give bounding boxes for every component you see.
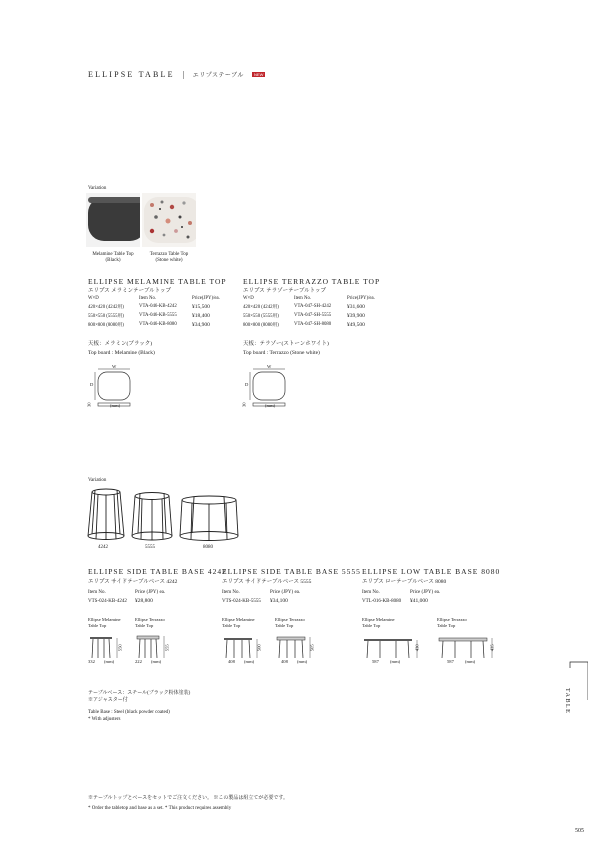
base4242-d2-w: 222 bbox=[135, 659, 142, 664]
cell-price: ¥18,400 bbox=[192, 312, 210, 319]
base8080-d2-label-1: Ellipse Terrazzo bbox=[437, 617, 467, 622]
page-header bbox=[88, 70, 265, 79]
base5555-d1-label bbox=[222, 617, 255, 628]
section-tab[interactable] bbox=[564, 660, 588, 715]
terrazzo-title-jp: エリプス テラゾーテーブルトップ bbox=[243, 288, 326, 294]
footer-notes bbox=[88, 795, 288, 812]
cell-size: 800×800 (8080用) bbox=[243, 323, 279, 328]
variation-label-terrazzo-line1: Terrazzo Table Top bbox=[149, 252, 189, 257]
table-header-row bbox=[243, 296, 378, 303]
section-tab-label: TABLE bbox=[564, 688, 570, 715]
base-5555-photo bbox=[130, 490, 174, 542]
base4242-item: VTS-024-KB-4242 bbox=[88, 599, 127, 604]
terrazzo-top-photo bbox=[142, 193, 196, 247]
base-8080-image bbox=[178, 494, 240, 542]
base8080-d2-unit: (mm) bbox=[465, 659, 476, 664]
table-row bbox=[243, 321, 378, 330]
cell-item: VTA-046-KB-5555 bbox=[139, 313, 177, 318]
cell-size: 550×550 (5555用) bbox=[243, 314, 279, 319]
melamine-dim-w: W bbox=[112, 364, 117, 369]
melamine-top-image bbox=[86, 193, 140, 247]
base5555-d2-w: 408 bbox=[281, 659, 288, 664]
cell-item: VTA-046-KB-8080 bbox=[139, 322, 177, 327]
cell-price: ¥31,600 bbox=[347, 303, 365, 310]
base4242-col-price: Price (JPY) ea. bbox=[135, 590, 166, 595]
melamine-spec-table bbox=[88, 296, 223, 330]
base8080-d2-label bbox=[437, 617, 467, 628]
cell-price: ¥15,500 bbox=[192, 303, 210, 310]
base5555-item: VTS-024-KB-5555 bbox=[222, 599, 261, 604]
cell-item: VTA-047-SH-5555 bbox=[294, 313, 332, 318]
header-divider: | bbox=[182, 70, 185, 79]
base-note-jp2: ※アジャスター付 bbox=[88, 698, 128, 703]
base8080-d1-w: 587 bbox=[372, 659, 379, 664]
melamine-title-jp: エリプス メラミンテーブルトップ bbox=[88, 288, 171, 294]
base-note-jp1: テーブルベース：スチール(ブラック粉体塗装) bbox=[88, 691, 191, 696]
footer-note-en: * Order the tabletop and base as a set. * This product requires assembly bbox=[88, 806, 232, 811]
base5555-title-jp: エリプス サイドテーブルベース 5555 bbox=[222, 579, 312, 585]
base4242-d2-label bbox=[135, 617, 165, 628]
base5555-d2-label bbox=[275, 617, 305, 628]
terrazzo-board-jp: 天板：テラゾー(ストーンホワイト) bbox=[243, 341, 329, 347]
terrazzo-dim-h: 30 bbox=[241, 402, 247, 408]
base5555-d1-h: 500 bbox=[256, 644, 262, 652]
base8080-col-item: Item No. bbox=[362, 590, 380, 595]
base4242-d1-h: 550 bbox=[117, 644, 123, 652]
base8080-d1-label-1: Ellipse Melamine bbox=[362, 617, 395, 622]
base8080-d1-unit: (mm) bbox=[390, 659, 401, 664]
terrazzo-top-image bbox=[142, 193, 196, 247]
cell-item: VTA-047-SH-4242 bbox=[294, 304, 332, 309]
table-row bbox=[88, 312, 223, 321]
base8080-item: VTL-016-KB-8080 bbox=[362, 599, 402, 604]
variation-heading-bottom: Variation bbox=[88, 478, 107, 483]
base5555-col-item: Item No. bbox=[222, 590, 240, 595]
base4242-d2-label-2: Table Top bbox=[135, 622, 154, 628]
melamine-dim-d: D bbox=[90, 382, 94, 387]
col-price: Price(JPY)/ea. bbox=[347, 296, 375, 301]
cell-size: 420×420 (4242用) bbox=[243, 305, 279, 310]
terrazzo-dim-d: D bbox=[245, 382, 249, 387]
base5555-d2-label-2: Table Top bbox=[275, 622, 294, 628]
variation-label-5555: 5555 bbox=[145, 545, 155, 550]
terrazzo-spec-table bbox=[243, 296, 378, 330]
variation-label-melamine-line1: Melamine Table Top bbox=[92, 252, 134, 257]
col-wxd: W×D bbox=[88, 296, 99, 301]
footer-note-jp: ※テーブルトップとベースをセットでご注文ください。 ※この製品は組立てが必要です。 bbox=[88, 796, 289, 801]
table-row bbox=[88, 321, 223, 330]
base5555-d1-label-1: Ellipse Melamine bbox=[222, 617, 255, 622]
melamine-unit: (mm) bbox=[110, 403, 121, 408]
base4242-d1-label-2: Table Top bbox=[88, 622, 107, 628]
melamine-board-jp: 天板：メラミン(ブラック) bbox=[88, 341, 153, 347]
base5555-col-price: Price (JPY) ea. bbox=[270, 590, 301, 595]
cell-item: VTA-046-KB-4242 bbox=[139, 304, 177, 309]
base5555-d1-unit: (mm) bbox=[244, 659, 255, 664]
cell-size: 800×800 (8080用) bbox=[88, 323, 124, 328]
base8080-d2-w: 587 bbox=[447, 659, 454, 664]
base4242-title-jp: エリプス サイドテーブルベース 4242 bbox=[88, 579, 178, 585]
table-row bbox=[243, 303, 378, 312]
melamine-board-en: Top board : Melamine (Black) bbox=[88, 350, 155, 356]
base4242-title: ELLIPSE SIDE TABLE BASE 4242 bbox=[88, 567, 227, 576]
base4242-col-item: Item No. bbox=[88, 590, 106, 595]
base8080-d2-h: 435 bbox=[489, 644, 495, 652]
col-item: Item No. bbox=[294, 296, 312, 301]
melamine-title: ELLIPSE MELAMINE TABLE TOP bbox=[88, 277, 227, 286]
base8080-d1-label-2: Table Top bbox=[362, 622, 381, 628]
base-4242-image bbox=[84, 486, 128, 542]
base-8080-photo bbox=[178, 494, 240, 542]
variation-label-terrazzo bbox=[136, 252, 202, 264]
base-4242-photo bbox=[84, 486, 128, 542]
base5555-d2-h: 505 bbox=[309, 644, 315, 652]
base-note-en2: * With adjusters bbox=[88, 717, 121, 722]
base8080-d1-label bbox=[362, 617, 395, 628]
table-row bbox=[88, 303, 223, 312]
variation-label-8080: 8080 bbox=[203, 545, 213, 550]
base8080-d2-label-2: Table Top bbox=[437, 622, 456, 628]
base4242-d1-w: 332 bbox=[88, 659, 95, 664]
terrazzo-title: ELLIPSE TERRAZZO TABLE TOP bbox=[243, 277, 381, 286]
base-5555-image bbox=[130, 490, 174, 542]
col-price: Price(JPY)/ea. bbox=[192, 296, 220, 301]
base4242-d2-unit: (mm) bbox=[151, 659, 162, 664]
variation-heading-top: Variation bbox=[88, 186, 107, 191]
cell-price: ¥39,900 bbox=[347, 312, 365, 319]
base8080-title-jp: エリプス ローテーブルベース 8080 bbox=[362, 579, 447, 585]
cell-price: ¥49,500 bbox=[347, 321, 365, 328]
base-notes bbox=[88, 690, 190, 723]
page-number: 505 bbox=[575, 828, 584, 834]
variation-label-4242: 4242 bbox=[98, 545, 108, 550]
base8080-d1-h: 430 bbox=[414, 644, 420, 652]
variation-label-terrazzo-line2: (Stone white) bbox=[155, 258, 183, 263]
cell-size: 550×550 (5555用) bbox=[88, 314, 124, 319]
table-row bbox=[243, 312, 378, 321]
base4242-d1-unit: (mm) bbox=[104, 659, 115, 664]
page-title: ELLIPSE TABLE bbox=[88, 70, 175, 79]
base4242-price: ¥28,800 bbox=[135, 598, 153, 604]
terrazzo-dim-w: W bbox=[267, 364, 272, 369]
col-item: Item No. bbox=[139, 296, 157, 301]
base4242-d1-label-1: Ellipse Melamine bbox=[88, 617, 121, 622]
base5555-price: ¥34,100 bbox=[270, 598, 288, 604]
terrazzo-unit: (mm) bbox=[265, 403, 276, 408]
variation-label-melamine-line2: (Black) bbox=[105, 258, 121, 263]
melamine-dim-h: 30 bbox=[86, 402, 92, 408]
cell-price: ¥34,900 bbox=[192, 321, 210, 328]
table-header-row bbox=[88, 296, 223, 303]
base4242-d2-h: 555 bbox=[164, 644, 170, 652]
new-badge: NEW bbox=[254, 72, 264, 77]
base5555-d1-w: 408 bbox=[228, 659, 235, 664]
base4242-d1-label bbox=[88, 617, 121, 628]
base8080-col-price: Price (JPY) ea. bbox=[410, 590, 441, 595]
base5555-title: ELLIPSE SIDE TABLE BASE 5555 bbox=[222, 567, 361, 576]
melamine-top-photo bbox=[86, 193, 140, 247]
cell-item: VTA-047-SH-8080 bbox=[294, 322, 332, 327]
base4242-d2-label-1: Ellipse Terrazzo bbox=[135, 617, 165, 622]
terrazzo-board-en: Top board : Terrazzo (Stone white) bbox=[243, 350, 320, 356]
col-wxd: W×D bbox=[243, 296, 254, 301]
cell-size: 420×420 (4242用) bbox=[88, 305, 124, 310]
base-note-en1: Table Base : Steel (black powder coated) bbox=[88, 710, 170, 715]
page-title-jp: エリプステーブル bbox=[192, 73, 244, 79]
base8080-price: ¥41,000 bbox=[410, 598, 428, 604]
base8080-title: ELLIPSE LOW TABLE BASE 8080 bbox=[362, 567, 501, 576]
base5555-d2-unit: (mm) bbox=[297, 659, 308, 664]
base5555-d1-label-2: Table Top bbox=[222, 622, 241, 628]
base5555-d2-label-1: Ellipse Terrazzo bbox=[275, 617, 305, 622]
